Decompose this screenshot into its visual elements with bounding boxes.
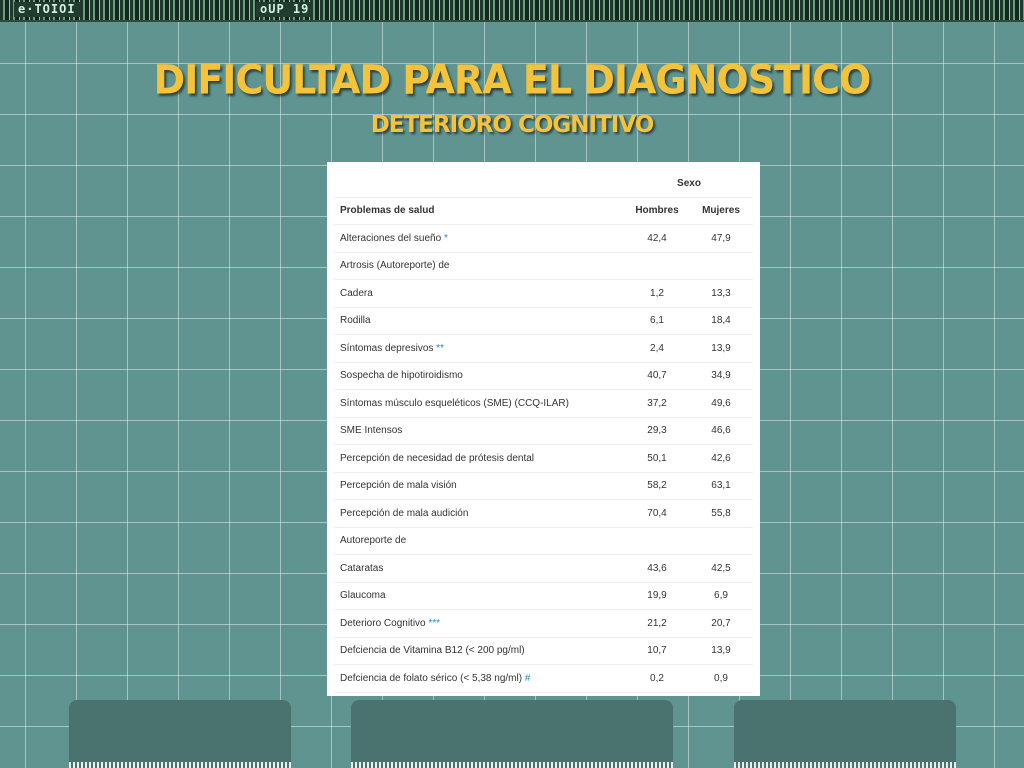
row-label-cell — [334, 335, 625, 363]
row-label: Sospecha de hipotiroidismo — [340, 370, 463, 382]
table-row — [334, 390, 753, 418]
table-row — [334, 362, 753, 390]
column-header-health-problems: Problemas de salud — [334, 197, 625, 225]
women-value: 63,1 — [689, 472, 753, 500]
row-label: Rodilla — [340, 315, 371, 327]
women-value: 6,9 — [689, 582, 753, 610]
women-value: 13,3 — [689, 280, 753, 308]
slide-title: DIFICULTAD PARA EL DIAGNOSTICO — [153, 56, 871, 104]
women-value: 49,6 — [689, 390, 753, 418]
row-label-cell — [334, 555, 625, 583]
table-row — [334, 582, 753, 610]
row-label: Percepción de mala visión — [340, 480, 457, 492]
table-row — [334, 555, 753, 583]
row-label: Autoreporte de — [340, 535, 407, 547]
women-value: 42,6 — [689, 445, 753, 473]
row-label-cell — [334, 390, 625, 418]
women-value — [689, 252, 753, 280]
men-value: 6,1 — [625, 307, 689, 335]
men-value: 21,2 — [625, 610, 689, 638]
row-label-cell — [334, 252, 625, 280]
row-label-cell — [334, 582, 625, 610]
row-label-cell — [334, 665, 625, 693]
table-row — [334, 665, 753, 693]
footnote-marker: * — [443, 232, 448, 244]
table-row — [334, 527, 753, 555]
row-label: Alteraciones del sueño — [340, 232, 442, 244]
women-value: 42,5 — [689, 555, 753, 583]
men-value: 19,9 — [625, 582, 689, 610]
women-value: 46,6 — [689, 417, 753, 445]
table-row — [334, 335, 753, 363]
table-row — [334, 472, 753, 500]
row-label-cell — [334, 472, 625, 500]
row-label: Defciencia de folato sérico (< 5,38 ng/ml) — [340, 672, 523, 684]
table-row — [334, 445, 753, 473]
row-label: Deterioro Cognitivo — [340, 617, 426, 629]
row-label-cell — [334, 445, 625, 473]
women-value: 13,9 — [689, 335, 753, 363]
decorative-bottom-box-right — [734, 700, 956, 768]
men-value: 2,4 — [625, 335, 689, 363]
decorative-top-band — [0, 0, 1024, 22]
women-value: 20,7 — [689, 610, 753, 638]
health-problems-table-card — [327, 162, 760, 696]
footnote-marker: # — [524, 672, 531, 684]
men-value: 58,2 — [625, 472, 689, 500]
table-body — [334, 225, 753, 693]
footnote-marker: *** — [428, 617, 441, 629]
row-label: Glaucoma — [340, 590, 386, 602]
band-label-left: e·TOIOI — [14, 2, 80, 17]
table-row — [334, 280, 753, 308]
band-label-mid: oUP 19 — [256, 2, 313, 17]
women-value — [689, 527, 753, 555]
men-value — [625, 252, 689, 280]
table-row — [334, 500, 753, 528]
men-value: 70,4 — [625, 500, 689, 528]
row-label-cell — [334, 362, 625, 390]
row-label: Síntomas músculo esqueléticos (SME) (CCQ-ILAR) — [340, 397, 569, 409]
sex-group-header: Sexo — [625, 170, 753, 197]
men-value: 42,4 — [625, 225, 689, 253]
men-value: 43,6 — [625, 555, 689, 583]
men-value: 50,1 — [625, 445, 689, 473]
men-value: 0,2 — [625, 665, 689, 693]
row-label-cell — [334, 280, 625, 308]
row-label: Percepción de mala audición — [340, 507, 469, 519]
row-label-cell — [334, 637, 625, 665]
men-value: 1,2 — [625, 280, 689, 308]
group-header-spacer — [334, 170, 625, 197]
row-label: Percepción de necesidad de prótesis dental — [340, 452, 535, 464]
table-group-header-row — [334, 170, 753, 197]
table-header-row — [334, 197, 753, 225]
health-problems-table — [334, 170, 753, 693]
decorative-bottom-box-left — [69, 700, 291, 768]
row-label: SME Intensos — [340, 425, 403, 437]
women-value: 55,8 — [689, 500, 753, 528]
decorative-bottom-box-center — [351, 700, 673, 768]
row-label: Artrosis (Autoreporte) de — [340, 260, 450, 272]
row-label-cell — [334, 527, 625, 555]
table-row — [334, 610, 753, 638]
row-label-cell — [334, 417, 625, 445]
row-label: Defciencia de Vitamina B12 (< 200 pg/ml) — [340, 645, 525, 657]
table-row — [334, 417, 753, 445]
row-label-cell — [334, 225, 625, 253]
table-row — [334, 637, 753, 665]
men-value — [625, 527, 689, 555]
column-header-women: Mujeres — [689, 197, 753, 225]
row-label: Síntomas depresivos — [340, 342, 434, 354]
row-label: Cadera — [340, 287, 373, 299]
women-value: 13,9 — [689, 637, 753, 665]
footnote-marker: ** — [436, 342, 444, 354]
column-header-men: Hombres — [625, 197, 689, 225]
women-value: 34,9 — [689, 362, 753, 390]
table-row — [334, 307, 753, 335]
row-label: Cataratas — [340, 562, 384, 574]
men-value: 10,7 — [625, 637, 689, 665]
men-value: 40,7 — [625, 362, 689, 390]
row-label-cell — [334, 500, 625, 528]
slide-subtitle: DETERIORO COGNITIVO — [370, 112, 654, 138]
women-value: 18,4 — [689, 307, 753, 335]
table-row — [334, 252, 753, 280]
women-value: 47,9 — [689, 225, 753, 253]
men-value: 29,3 — [625, 417, 689, 445]
row-label-cell — [334, 610, 625, 638]
table-row — [334, 225, 753, 253]
women-value: 0,9 — [689, 665, 753, 693]
row-label-cell — [334, 307, 625, 335]
men-value: 37,2 — [625, 390, 689, 418]
